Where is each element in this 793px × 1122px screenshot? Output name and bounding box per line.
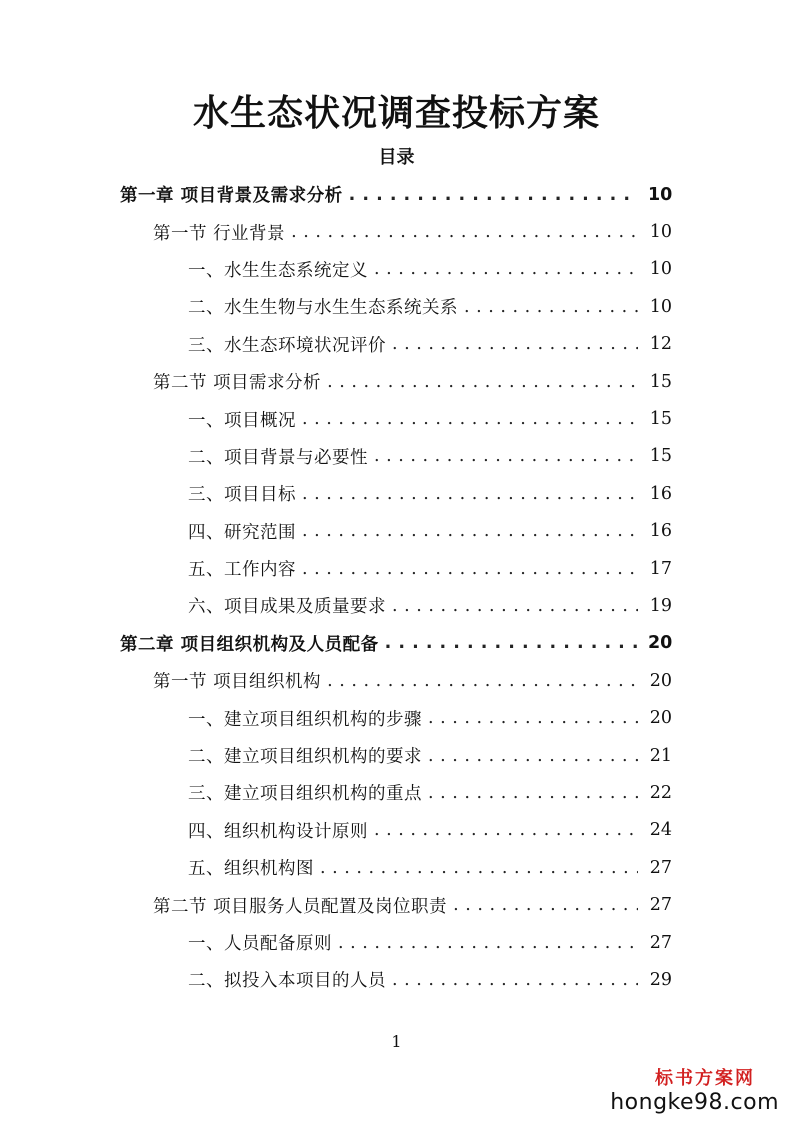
toc-entry[interactable]: [120, 326, 672, 363]
toc-entry-title: 一、人员配备原则: [188, 934, 332, 954]
toc-entry[interactable]: [120, 886, 672, 923]
toc-dot-leader: [392, 595, 638, 617]
toc-heading: 目录: [378, 147, 415, 168]
toc-entry[interactable]: [120, 475, 672, 512]
toc-entry[interactable]: [120, 513, 672, 550]
toc-entry-page: 10: [649, 222, 672, 243]
toc-entry[interactable]: [120, 438, 672, 475]
toc-entry-title: 一、建立项目组织机构的步骤: [188, 709, 422, 730]
toc-dot-leader: [302, 558, 638, 580]
toc-entry-page: 17: [649, 558, 672, 579]
toc-entry-title: 一、水生生态系统定义: [188, 260, 368, 281]
toc-entry-title: 四、组织机构设计原则: [188, 821, 368, 842]
toc-dot-leader: [320, 857, 638, 879]
toc-entry-page: 10: [648, 184, 673, 205]
toc-dot-leader: [385, 632, 638, 654]
toc-entry-title: 二、拟投入本项目的人员: [188, 971, 386, 992]
toc-entry[interactable]: [120, 625, 672, 662]
toc-dot-leader: [428, 707, 638, 729]
toc-entry-page: 22: [649, 782, 672, 803]
toc-entry-title: 第一节 行业背景: [153, 223, 286, 244]
toc-dot-leader: [327, 670, 638, 692]
toc-entry-title: 二、水生生物与水生生态系统关系: [188, 298, 458, 319]
toc-entry-page: 27: [649, 932, 672, 953]
table-of-contents: [120, 176, 672, 999]
toc-entry-title: 第一章 项目背景及需求分析: [120, 186, 343, 207]
toc-dot-leader: [302, 483, 638, 505]
toc-entry-page: 20: [649, 708, 672, 729]
toc-entry-title: 三、建立项目组织机构的重点: [188, 784, 422, 805]
toc-entry[interactable]: [120, 213, 672, 250]
toc-entry-page: 20: [648, 633, 673, 654]
toc-entry-title: 三、水生态环境状况评价: [188, 335, 386, 356]
toc-entry-page: 19: [649, 595, 672, 616]
toc-entry-page: 27: [649, 857, 672, 878]
toc-entry[interactable]: [120, 924, 672, 961]
toc-entry[interactable]: [120, 176, 672, 213]
toc-dot-leader: [338, 932, 638, 954]
toc-dot-leader: [374, 819, 638, 841]
toc-entry-title: 五、组织机构图: [188, 859, 314, 880]
toc-entry[interactable]: [120, 587, 672, 624]
watermark-url: hongke98.com: [610, 1090, 779, 1115]
toc-dot-leader: [392, 333, 638, 355]
toc-entry-page: 16: [649, 521, 672, 542]
toc-entry[interactable]: [120, 961, 672, 998]
toc-entry-title: 一、项目概况: [188, 410, 296, 431]
toc-entry[interactable]: [120, 774, 672, 811]
toc-entry-page: 24: [649, 820, 672, 841]
toc-entry[interactable]: [120, 550, 672, 587]
toc-entry-title: 三、项目目标: [188, 485, 296, 506]
toc-entry-page: 10: [649, 296, 672, 317]
toc-entry[interactable]: [120, 849, 672, 886]
page-number: 1: [391, 1032, 402, 1051]
toc-dot-leader: [428, 745, 638, 767]
toc-entry[interactable]: [120, 737, 672, 774]
toc-entry-page: 29: [649, 969, 672, 990]
toc-entry[interactable]: [120, 363, 672, 400]
toc-entry[interactable]: [120, 812, 672, 849]
toc-dot-leader: [302, 408, 638, 430]
toc-dot-leader: [291, 221, 638, 243]
toc-dot-leader: [374, 258, 638, 280]
toc-entry-page: 10: [649, 259, 672, 280]
watermark: [610, 1068, 779, 1116]
toc-entry-page: 15: [649, 371, 672, 392]
watermark-name: 标书方案网: [655, 1068, 755, 1089]
toc-entry[interactable]: [120, 662, 672, 699]
toc-dot-leader: [302, 520, 638, 542]
toc-entry-title: 二、建立项目组织机构的要求: [188, 747, 422, 768]
toc-entry-title: 第一节 项目组织机构: [153, 672, 322, 693]
toc-dot-leader: [464, 296, 638, 318]
toc-entry-title: 第二节 项目需求分析: [153, 373, 322, 394]
toc-entry-title: 第二节 项目服务人员配置及岗位职责: [153, 896, 448, 917]
toc-dot-leader: [349, 184, 638, 206]
toc-entry-page: 15: [649, 446, 672, 467]
toc-entry-page: 12: [649, 334, 672, 355]
toc-entry-title: 五、工作内容: [188, 560, 296, 581]
toc-entry[interactable]: [120, 288, 672, 325]
toc-entry[interactable]: [120, 251, 672, 288]
toc-entry-page: 20: [649, 670, 672, 691]
toc-dot-leader: [327, 371, 638, 393]
toc-entry-page: 27: [649, 895, 672, 916]
toc-entry[interactable]: [120, 699, 672, 736]
toc-entry-title: 第二章 项目组织机构及人员配备: [120, 634, 379, 655]
toc-entry[interactable]: [120, 400, 672, 437]
toc-entry-page: 21: [649, 745, 672, 766]
toc-dot-leader: [392, 969, 638, 991]
document-title: 水生态状况调查投标方案: [192, 93, 600, 134]
toc-dot-leader: [453, 894, 638, 916]
toc-entry-page: 15: [649, 409, 672, 430]
toc-entry-title: 二、项目背景与必要性: [188, 447, 368, 468]
toc-dot-leader: [428, 782, 638, 804]
toc-entry-title: 四、研究范围: [188, 522, 296, 543]
toc-entry-title: 六、项目成果及质量要求: [188, 597, 386, 618]
toc-dot-leader: [374, 445, 638, 467]
toc-entry-page: 16: [649, 483, 672, 504]
